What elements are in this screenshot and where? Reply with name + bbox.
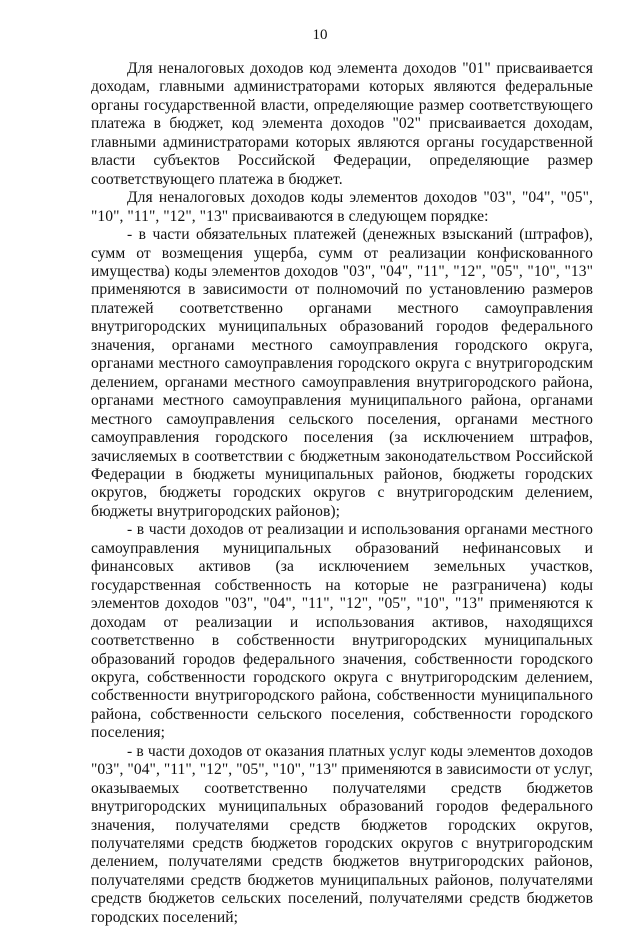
paragraph-paid-services: - в части доходов от оказания платных услуг коды элементов доходов "03", "04", "11", "12", "05", "10", "13" применяются в зависимости от услуг, оказываемых соответственно получателями средств бюджетов внутригородских муниципальных образований городов федерального значения, получателями средств бюджетов городских округов, получателями средств бюджетов городских округов с внутригородским делением, получателями средств бюджетов внутригородских районов, получателями средств бюджетов муниципальных районов, получателями средств бюджетов сельских поселений, получателями средств бюджетов городских поселений; (91, 742, 593, 926)
page-number: 10 (312, 27, 328, 43)
paragraph-asset-income: - в части доходов от реализации и использования органами местного самоуправления муниципальных образований нефинансовых и финансовых активов (за исключением земельных участков, государственная собственность на которые не разграничена) коды элементов доходов "03", "04", "11", "12", "05", "10", "13" применяются к доходам от реализации и использования активов, находящихся соответственно в собственности внутригородских муниципальных образований городов федерального значения, собственности городского округа, собственности городского округа с внутригородским делением, собственности внутригородского района, собственности муниципального района, собственности сельского поселения, собственности городского поселения; (91, 521, 593, 742)
paragraph-income-codes-01-02: Для неналоговых доходов код элемента доходов "01" присваивается доходам, главными администраторами которых являются федеральные органы государственной власти, определяющие размер соответствующего платежа в бюджет, код элемента доходов "02" присваивается доходам, главными администраторами которых являются органы государственной власти субъектов Российской Федерации, определяющие размер соответствующего платежа в бюджет. (91, 60, 593, 188)
document-body (91, 60, 593, 927)
paragraph-income-codes-order: Для неналоговых доходов коды элементов доходов "03", "04", "05", "10", "11", "12", "13" присваиваются в следующем порядке: (91, 189, 593, 225)
paragraph-mandatory-payments: - в части обязательных платежей (денежных взысканий (штрафов), сумм от возмещения ущерба, сумм от реализации конфискованного имущества) коды элементов доходов "03", "04", "11", "12", "05", "10", "13" применяются в зависимости от полномочий по установлению размеров платежей соответственно органами местного самоуправления внутригородских муниципальных образований городов федерального значения, органами местного самоуправления городского округа, органами местного самоуправления городского округа с внутригородским делением, органами местного самоуправления внутригородского района, органами местного самоуправления муниципального района, органами местного самоуправления сельского поселения, органами местного самоуправления городского поселения (за исключением штрафов, зачисляемых в соответствии с бюджетным законодательством Российской Федерации в бюджеты муниципальных районов, бюджеты городских округов, бюджеты городских округов с внутригородским делением, бюджеты внутригородских районов); (91, 226, 593, 520)
